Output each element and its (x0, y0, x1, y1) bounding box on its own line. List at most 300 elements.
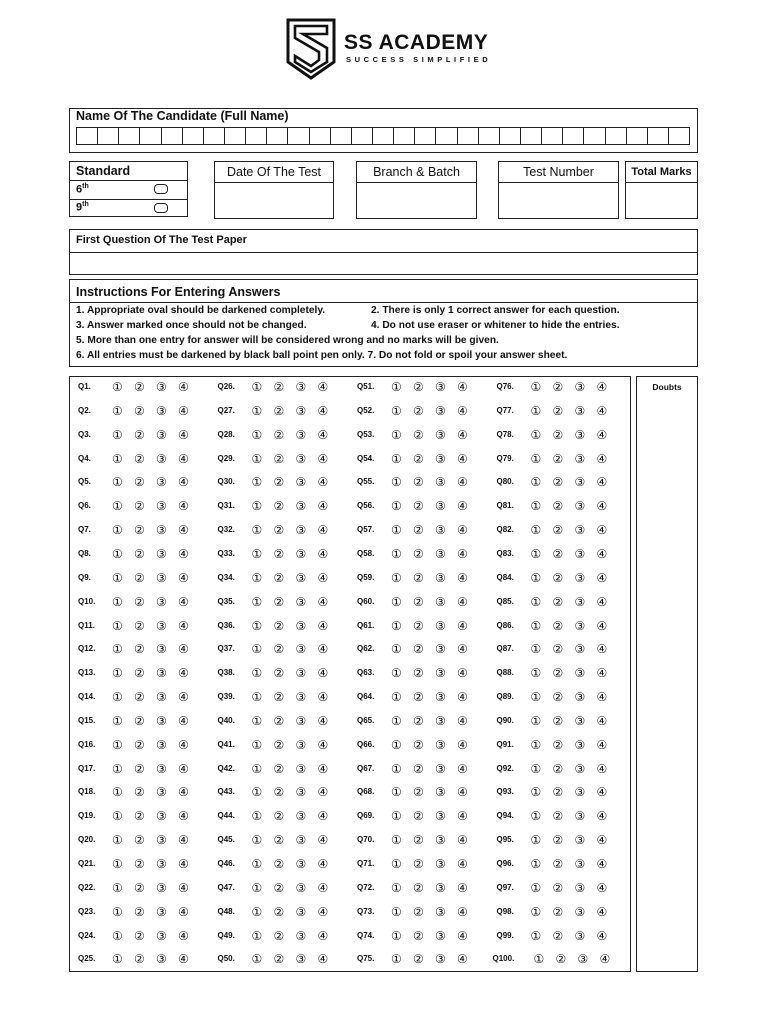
answer-bubble-2[interactable]: ② (134, 451, 145, 466)
answer-bubble-4[interactable]: ④ (596, 880, 608, 895)
answer-bubble-3[interactable]: ③ (156, 857, 167, 871)
answer-bubble-4[interactable]: ④ (317, 618, 329, 633)
answer-bubble-1[interactable]: ① (391, 403, 402, 418)
answer-bubble-2[interactable]: ② (552, 857, 564, 871)
answer-bubble-4[interactable]: ④ (596, 570, 608, 585)
answer-bubble-2[interactable]: ② (134, 618, 145, 633)
answer-bubble-2[interactable]: ② (552, 570, 564, 585)
answer-bubble-3[interactable]: ③ (295, 642, 307, 657)
answer-bubble-4[interactable]: ④ (596, 713, 608, 728)
answer-bubble-4[interactable]: ④ (317, 403, 329, 418)
answer-bubble-2[interactable]: ② (273, 475, 285, 490)
answer-bubble-4[interactable]: ④ (178, 499, 189, 514)
answer-bubble-1[interactable]: ① (112, 713, 123, 728)
answer-bubble-2[interactable]: ② (552, 928, 564, 943)
answer-bubble-2[interactable]: ② (134, 475, 145, 490)
answer-bubble-1[interactable]: ① (112, 523, 123, 538)
answer-bubble-1[interactable]: ① (251, 952, 263, 967)
answer-bubble-3[interactable]: ③ (156, 427, 167, 442)
answer-bubble-1[interactable]: ① (251, 403, 263, 418)
answer-bubble-4[interactable]: ④ (317, 690, 329, 705)
answer-bubble-4[interactable]: ④ (599, 952, 611, 967)
answer-bubble-1[interactable]: ① (251, 666, 263, 681)
answer-bubble-4[interactable]: ④ (457, 403, 468, 418)
answer-bubble-1[interactable]: ① (112, 403, 123, 418)
answer-bubble-3[interactable]: ③ (435, 523, 446, 538)
answer-bubble-1[interactable]: ① (391, 880, 402, 895)
answer-bubble-2[interactable]: ② (273, 785, 285, 800)
name-letter-cell[interactable] (648, 128, 669, 144)
answer-bubble-4[interactable]: ④ (178, 880, 189, 895)
answer-bubble-4[interactable]: ④ (457, 737, 468, 752)
answer-bubble-1[interactable]: ① (391, 952, 402, 967)
answer-bubble-2[interactable]: ② (273, 570, 285, 585)
answer-bubble-4[interactable]: ④ (457, 785, 468, 800)
answer-bubble-4[interactable]: ④ (596, 380, 608, 394)
answer-bubble-1[interactable]: ① (112, 499, 123, 514)
answer-bubble-4[interactable]: ④ (178, 546, 189, 561)
answer-bubble-2[interactable]: ② (552, 618, 564, 633)
answer-bubble-3[interactable]: ③ (574, 809, 586, 824)
name-letter-cell[interactable] (331, 128, 352, 144)
date-of-test-field[interactable] (214, 161, 334, 219)
answer-bubble-1[interactable]: ① (112, 546, 123, 561)
answer-bubble-4[interactable]: ④ (178, 570, 189, 585)
name-letter-cell[interactable] (352, 128, 373, 144)
answer-bubble-2[interactable]: ② (134, 403, 145, 418)
answer-bubble-3[interactable]: ③ (435, 928, 446, 943)
answer-bubble-3[interactable]: ③ (156, 833, 167, 848)
answer-bubble-3[interactable]: ③ (295, 713, 307, 728)
answer-bubble-2[interactable]: ② (552, 594, 564, 609)
answer-bubble-2[interactable]: ② (413, 666, 424, 681)
answer-bubble-3[interactable]: ③ (435, 427, 446, 442)
answer-bubble-3[interactable]: ③ (435, 642, 446, 657)
answer-bubble-3[interactable]: ③ (574, 403, 586, 418)
answer-bubble-3[interactable]: ③ (295, 809, 307, 824)
answer-bubble-4[interactable]: ④ (457, 713, 468, 728)
answer-bubble-1[interactable]: ① (112, 785, 123, 800)
answer-bubble-3[interactable]: ③ (156, 380, 167, 394)
answer-bubble-2[interactable]: ② (273, 690, 285, 705)
answer-bubble-1[interactable]: ① (530, 427, 542, 442)
answer-bubble-4[interactable]: ④ (317, 427, 329, 442)
answer-bubble-3[interactable]: ③ (435, 857, 446, 871)
answer-bubble-1[interactable]: ① (530, 690, 542, 705)
answer-bubble-2[interactable]: ② (552, 761, 564, 776)
answer-bubble-1[interactable]: ① (530, 642, 542, 657)
answer-bubble-1[interactable]: ① (391, 713, 402, 728)
name-letter-cell[interactable] (627, 128, 648, 144)
answer-bubble-2[interactable]: ② (552, 809, 564, 824)
answer-bubble-4[interactable]: ④ (178, 690, 189, 705)
answer-bubble-4[interactable]: ④ (317, 380, 329, 394)
answer-bubble-2[interactable]: ② (134, 427, 145, 442)
answer-bubble-2[interactable]: ② (273, 880, 285, 895)
answer-bubble-1[interactable]: ① (530, 904, 542, 919)
answer-bubble-3[interactable]: ③ (295, 666, 307, 681)
name-letter-cell[interactable] (288, 128, 309, 144)
answer-bubble-2[interactable]: ② (552, 403, 564, 418)
answer-bubble-2[interactable]: ② (552, 713, 564, 728)
answer-bubble-4[interactable]: ④ (596, 928, 608, 943)
answer-bubble-1[interactable]: ① (251, 546, 263, 561)
answer-bubble-2[interactable]: ② (413, 952, 424, 967)
answer-bubble-1[interactable]: ① (391, 618, 402, 633)
answer-bubble-1[interactable]: ① (251, 475, 263, 490)
answer-bubble-3[interactable]: ③ (435, 785, 446, 800)
answer-bubble-3[interactable]: ③ (574, 690, 586, 705)
answer-bubble-2[interactable]: ② (552, 475, 564, 490)
answer-bubble-1[interactable]: ① (530, 761, 542, 776)
answer-bubble-1[interactable]: ① (112, 570, 123, 585)
name-letter-cell[interactable] (521, 128, 542, 144)
answer-bubble-4[interactable]: ④ (457, 427, 468, 442)
answer-bubble-4[interactable]: ④ (178, 904, 189, 919)
answer-bubble-4[interactable]: ④ (596, 809, 608, 824)
answer-bubble-4[interactable]: ④ (317, 809, 329, 824)
name-letter-cell[interactable] (119, 128, 140, 144)
answer-bubble-4[interactable]: ④ (457, 761, 468, 776)
answer-bubble-4[interactable]: ④ (457, 499, 468, 514)
answer-bubble-2[interactable]: ② (273, 403, 285, 418)
answer-bubble-3[interactable]: ③ (435, 666, 446, 681)
answer-bubble-2[interactable]: ② (134, 499, 145, 514)
answer-bubble-3[interactable]: ③ (295, 904, 307, 919)
name-letter-cell[interactable] (267, 128, 288, 144)
first-question-field[interactable] (69, 229, 698, 275)
answer-bubble-1[interactable]: ① (391, 594, 402, 609)
answer-bubble-2[interactable]: ② (273, 928, 285, 943)
answer-bubble-2[interactable]: ② (273, 451, 285, 466)
name-letter-cell[interactable] (415, 128, 436, 144)
answer-bubble-3[interactable]: ③ (435, 833, 446, 848)
answer-bubble-3[interactable]: ③ (156, 666, 167, 681)
answer-bubble-3[interactable]: ③ (435, 690, 446, 705)
answer-bubble-4[interactable]: ④ (457, 546, 468, 561)
answer-bubble-2[interactable]: ② (413, 475, 424, 490)
answer-bubble-4[interactable]: ④ (457, 857, 468, 871)
answer-bubble-1[interactable]: ① (530, 737, 542, 752)
answer-bubble-1[interactable]: ① (391, 857, 402, 871)
answer-bubble-1[interactable]: ① (391, 928, 402, 943)
answer-bubble-3[interactable]: ③ (574, 427, 586, 442)
answer-bubble-1[interactable]: ① (251, 737, 263, 752)
answer-bubble-1[interactable]: ① (251, 833, 263, 848)
answer-bubble-3[interactable]: ③ (574, 785, 586, 800)
answer-bubble-2[interactable]: ② (413, 690, 424, 705)
answer-bubble-4[interactable]: ④ (457, 904, 468, 919)
answer-bubble-1[interactable]: ① (391, 642, 402, 657)
answer-bubble-3[interactable]: ③ (156, 713, 167, 728)
answer-bubble-4[interactable]: ④ (457, 451, 468, 466)
answer-bubble-2[interactable]: ② (552, 833, 564, 848)
name-letter-cell[interactable] (162, 128, 183, 144)
answer-bubble-4[interactable]: ④ (596, 475, 608, 490)
answer-bubble-2[interactable]: ② (134, 713, 145, 728)
answer-bubble-2[interactable]: ② (413, 880, 424, 895)
test-number-field[interactable] (498, 161, 619, 219)
answer-bubble-3[interactable]: ③ (295, 594, 307, 609)
name-letter-cell[interactable] (500, 128, 521, 144)
answer-bubble-2[interactable]: ② (134, 380, 145, 394)
answer-bubble-1[interactable]: ① (391, 666, 402, 681)
answer-bubble-3[interactable]: ③ (295, 546, 307, 561)
answer-bubble-4[interactable]: ④ (317, 570, 329, 585)
answer-bubble-4[interactable]: ④ (178, 523, 189, 538)
answer-bubble-4[interactable]: ④ (457, 880, 468, 895)
answer-bubble-4[interactable]: ④ (596, 546, 608, 561)
answer-bubble-4[interactable]: ④ (178, 666, 189, 681)
answer-bubble-3[interactable]: ③ (574, 475, 586, 490)
answer-bubble-2[interactable]: ② (552, 546, 564, 561)
answer-bubble-1[interactable]: ① (251, 618, 263, 633)
name-letter-cell[interactable] (479, 128, 500, 144)
name-letter-cell[interactable] (183, 128, 204, 144)
answer-bubble-4[interactable]: ④ (178, 642, 189, 657)
answer-bubble-1[interactable]: ① (112, 427, 123, 442)
answer-bubble-2[interactable]: ② (413, 499, 424, 514)
answer-bubble-2[interactable]: ② (134, 737, 145, 752)
answer-bubble-1[interactable]: ① (391, 809, 402, 824)
answer-bubble-1[interactable]: ① (112, 761, 123, 776)
answer-bubble-1[interactable]: ① (251, 594, 263, 609)
name-letter-cell[interactable] (669, 128, 689, 144)
answer-bubble-2[interactable]: ② (273, 857, 285, 871)
answer-bubble-2[interactable]: ② (134, 594, 145, 609)
answer-bubble-4[interactable]: ④ (317, 523, 329, 538)
answer-bubble-3[interactable]: ③ (435, 904, 446, 919)
answer-bubble-3[interactable]: ③ (574, 857, 586, 871)
answer-bubble-3[interactable]: ③ (295, 618, 307, 633)
answer-bubble-1[interactable]: ① (112, 666, 123, 681)
answer-bubble-1[interactable]: ① (391, 499, 402, 514)
answer-bubble-2[interactable]: ② (134, 642, 145, 657)
answer-bubble-4[interactable]: ④ (457, 642, 468, 657)
answer-bubble-2[interactable]: ② (413, 546, 424, 561)
answer-bubble-3[interactable]: ③ (435, 880, 446, 895)
answer-bubble-4[interactable]: ④ (317, 451, 329, 466)
name-letter-cell[interactable] (204, 128, 225, 144)
answer-bubble-2[interactable]: ② (552, 451, 564, 466)
answer-bubble-1[interactable]: ① (112, 737, 123, 752)
answer-bubble-3[interactable]: ③ (574, 904, 586, 919)
answer-bubble-4[interactable]: ④ (596, 618, 608, 633)
answer-bubble-1[interactable]: ① (530, 809, 542, 824)
answer-bubble-2[interactable]: ② (134, 666, 145, 681)
answer-bubble-4[interactable]: ④ (596, 904, 608, 919)
answer-bubble-4[interactable]: ④ (317, 880, 329, 895)
answer-bubble-3[interactable]: ③ (435, 380, 446, 394)
answer-bubble-1[interactable]: ① (530, 523, 542, 538)
answer-bubble-4[interactable]: ④ (317, 475, 329, 490)
answer-bubble-2[interactable]: ② (552, 666, 564, 681)
answer-bubble-3[interactable]: ③ (574, 880, 586, 895)
answer-bubble-2[interactable]: ② (273, 666, 285, 681)
answer-bubble-2[interactable]: ② (552, 880, 564, 895)
answer-bubble-1[interactable]: ① (391, 833, 402, 848)
answer-bubble-2[interactable]: ② (273, 618, 285, 633)
answer-bubble-4[interactable]: ④ (317, 713, 329, 728)
answer-bubble-3[interactable]: ③ (435, 618, 446, 633)
answer-bubble-2[interactable]: ② (134, 952, 145, 967)
answer-bubble-2[interactable]: ② (273, 833, 285, 848)
answer-bubble-2[interactable]: ② (413, 928, 424, 943)
answer-bubble-4[interactable]: ④ (457, 594, 468, 609)
answer-bubble-3[interactable]: ③ (156, 880, 167, 895)
answer-bubble-1[interactable]: ① (391, 380, 402, 394)
answer-bubble-4[interactable]: ④ (178, 427, 189, 442)
answer-bubble-3[interactable]: ③ (574, 642, 586, 657)
answer-bubble-1[interactable]: ① (251, 785, 263, 800)
answer-bubble-3[interactable]: ③ (295, 928, 307, 943)
answer-bubble-1[interactable]: ① (391, 427, 402, 442)
answer-bubble-3[interactable]: ③ (574, 523, 586, 538)
answer-bubble-4[interactable]: ④ (317, 737, 329, 752)
name-letter-cell[interactable] (458, 128, 479, 144)
name-letter-cell[interactable] (584, 128, 605, 144)
answer-bubble-4[interactable]: ④ (457, 475, 468, 490)
answer-bubble-1[interactable]: ① (251, 523, 263, 538)
candidate-name-cells[interactable] (76, 127, 690, 145)
answer-bubble-1[interactable]: ① (530, 451, 542, 466)
answer-bubble-2[interactable]: ② (413, 570, 424, 585)
answer-bubble-4[interactable]: ④ (596, 451, 608, 466)
answer-bubble-4[interactable]: ④ (457, 690, 468, 705)
answer-bubble-2[interactable]: ② (413, 642, 424, 657)
answer-bubble-2[interactable]: ② (413, 451, 424, 466)
answer-bubble-3[interactable]: ③ (435, 475, 446, 490)
answer-bubble-1[interactable]: ① (391, 761, 402, 776)
answer-bubble-4[interactable]: ④ (178, 618, 189, 633)
answer-bubble-4[interactable]: ④ (317, 833, 329, 848)
answer-bubble-1[interactable]: ① (530, 403, 542, 418)
answer-bubble-3[interactable]: ③ (156, 570, 167, 585)
answer-bubble-1[interactable]: ① (251, 427, 263, 442)
answer-bubble-1[interactable]: ① (530, 928, 542, 943)
answer-bubble-2[interactable]: ② (134, 785, 145, 800)
answer-bubble-3[interactable]: ③ (156, 523, 167, 538)
answer-bubble-4[interactable]: ④ (178, 380, 189, 394)
answer-bubble-2[interactable]: ② (134, 857, 145, 871)
answer-bubble-3[interactable]: ③ (435, 952, 446, 967)
answer-bubble-3[interactable]: ③ (435, 403, 446, 418)
answer-bubble-2[interactable]: ② (413, 785, 424, 800)
answer-bubble-2[interactable]: ② (273, 594, 285, 609)
answer-bubble-1[interactable]: ① (530, 713, 542, 728)
answer-bubble-3[interactable]: ③ (156, 594, 167, 609)
answer-bubble-2[interactable]: ② (413, 427, 424, 442)
name-letter-cell[interactable] (542, 128, 563, 144)
answer-bubble-3[interactable]: ③ (574, 594, 586, 609)
name-letter-cell[interactable] (225, 128, 246, 144)
answer-bubble-3[interactable]: ③ (156, 546, 167, 561)
answer-bubble-3[interactable]: ③ (156, 904, 167, 919)
answer-bubble-3[interactable]: ③ (295, 880, 307, 895)
answer-bubble-2[interactable]: ② (552, 785, 564, 800)
answer-bubble-4[interactable]: ④ (457, 952, 468, 967)
name-letter-cell[interactable] (98, 128, 119, 144)
answer-bubble-2[interactable]: ② (273, 499, 285, 514)
answer-bubble-1[interactable]: ① (251, 570, 263, 585)
answer-bubble-2[interactable]: ② (413, 857, 424, 871)
answer-bubble-4[interactable]: ④ (596, 666, 608, 681)
answer-bubble-1[interactable]: ① (530, 594, 542, 609)
answer-bubble-4[interactable]: ④ (317, 785, 329, 800)
answer-bubble-1[interactable]: ① (112, 833, 123, 848)
answer-bubble-1[interactable]: ① (112, 928, 123, 943)
answer-bubble-4[interactable]: ④ (317, 904, 329, 919)
answer-bubble-1[interactable]: ① (251, 380, 263, 394)
answer-bubble-1[interactable]: ① (530, 380, 542, 394)
standard-6-oval[interactable] (154, 184, 168, 194)
name-letter-cell[interactable] (246, 128, 267, 144)
answer-bubble-1[interactable]: ① (530, 475, 542, 490)
answer-bubble-4[interactable]: ④ (178, 857, 189, 871)
answer-bubble-3[interactable]: ③ (574, 499, 586, 514)
answer-bubble-3[interactable]: ③ (295, 570, 307, 585)
answer-bubble-1[interactable]: ① (530, 833, 542, 848)
answer-bubble-3[interactable]: ③ (295, 380, 307, 394)
answer-bubble-1[interactable]: ① (530, 618, 542, 633)
answer-bubble-1[interactable]: ① (112, 880, 123, 895)
answer-bubble-4[interactable]: ④ (317, 546, 329, 561)
answer-bubble-1[interactable]: ① (533, 952, 545, 967)
answer-bubble-3[interactable]: ③ (574, 833, 586, 848)
answer-bubble-4[interactable]: ④ (178, 475, 189, 490)
answer-bubble-1[interactable]: ① (251, 809, 263, 824)
answer-bubble-4[interactable]: ④ (596, 594, 608, 609)
answer-bubble-3[interactable]: ③ (295, 403, 307, 418)
answer-bubble-3[interactable]: ③ (435, 570, 446, 585)
name-letter-cell[interactable] (77, 128, 98, 144)
answer-bubble-1[interactable]: ① (251, 690, 263, 705)
answer-bubble-2[interactable]: ② (134, 833, 145, 848)
answer-bubble-2[interactable]: ② (273, 904, 285, 919)
name-letter-cell[interactable] (563, 128, 584, 144)
answer-bubble-4[interactable]: ④ (178, 737, 189, 752)
answer-bubble-4[interactable]: ④ (457, 809, 468, 824)
answer-bubble-4[interactable]: ④ (596, 785, 608, 800)
answer-bubble-4[interactable]: ④ (178, 785, 189, 800)
answer-bubble-1[interactable]: ① (251, 880, 263, 895)
answer-bubble-3[interactable]: ③ (295, 952, 307, 967)
branch-batch-field[interactable] (356, 161, 477, 219)
answer-bubble-4[interactable]: ④ (596, 499, 608, 514)
answer-bubble-1[interactable]: ① (391, 690, 402, 705)
answer-bubble-2[interactable]: ② (552, 642, 564, 657)
answer-bubble-4[interactable]: ④ (457, 523, 468, 538)
answer-bubble-3[interactable]: ③ (574, 618, 586, 633)
answer-bubble-2[interactable]: ② (413, 809, 424, 824)
answer-bubble-4[interactable]: ④ (317, 594, 329, 609)
answer-bubble-1[interactable]: ① (112, 594, 123, 609)
answer-bubble-1[interactable]: ① (112, 380, 123, 394)
answer-bubble-3[interactable]: ③ (295, 690, 307, 705)
answer-bubble-1[interactable]: ① (112, 475, 123, 490)
answer-bubble-2[interactable]: ② (273, 380, 285, 394)
answer-bubble-2[interactable]: ② (413, 594, 424, 609)
answer-bubble-2[interactable]: ② (134, 880, 145, 895)
answer-bubble-1[interactable]: ① (112, 642, 123, 657)
answer-bubble-3[interactable]: ③ (435, 809, 446, 824)
answer-bubble-1[interactable]: ① (530, 785, 542, 800)
answer-bubble-2[interactable]: ② (413, 523, 424, 538)
answer-bubble-4[interactable]: ④ (178, 451, 189, 466)
answer-bubble-3[interactable]: ③ (577, 952, 589, 967)
answer-bubble-2[interactable]: ② (413, 833, 424, 848)
answer-bubble-1[interactable]: ① (530, 666, 542, 681)
